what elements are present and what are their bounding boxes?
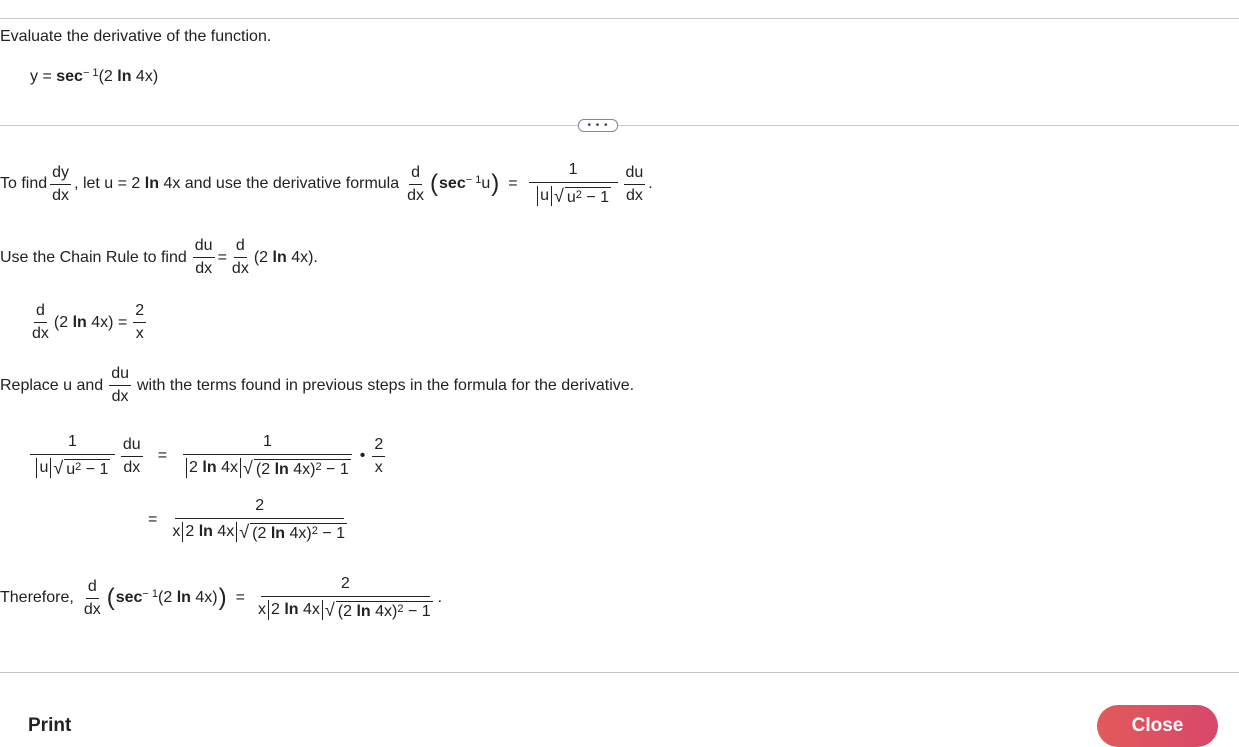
- d-dx-operator: $\frac{d}{dx}$: [407, 163, 425, 204]
- step5-line: 1 u √ $u^2 - 1$ $\frac{du}{dx}$ = 1 2 ln 4x √ (2 ln 4x)$^2$ − 1 • $\frac{2}{x}$: [30, 434, 388, 478]
- step2-line: Use the Chain Rule to find $\frac{du}{dx}$ = $\frac{d}{dx}$ (2 ln 4x).: [0, 237, 318, 277]
- du-dx-fraction: $\frac{du}{dx}$: [625, 163, 644, 204]
- step7-line: Therefore, $\frac{d}{dx}$ ( sec $^{- 1}$ (2 ln 4x) ) = 2 x 2 ln 4x √ (2 ln 4x)$^2$ − 1 .: [0, 575, 443, 620]
- print-button[interactable]: Print: [28, 715, 72, 736]
- section-divider: [0, 125, 1239, 126]
- question-prompt: Evaluate the derivative of the function.: [0, 28, 272, 45]
- function-expression: y = sec $^{- 1}$ (2 ln 4x): [30, 66, 159, 85]
- expand-toggle-button[interactable]: [578, 119, 618, 132]
- step3-line: $\frac{d}{dx}$ (2 ln 4x) = $\frac{2}{x}$: [32, 302, 145, 342]
- close-button[interactable]: Close: [1097, 705, 1218, 747]
- step4-line: Replace u and $\frac{du}{dx}$ with the terms found in previous steps in the formula for the derivative.: [0, 365, 635, 405]
- dy-dx-fraction: $\frac{dy}{dx}$: [52, 163, 70, 204]
- derivative-formula-fraction: 1 u √ $u^2 - 1$: [529, 162, 618, 206]
- footer-divider: [0, 672, 1239, 673]
- step1-line: To find $\frac{dy}{dx}$ , let u = 2 ln 4x and use the derivative formula $\frac{d}{dx}$ ( sec $^{- 1}$ u ) = 1 u √ $u^2 - 1$ $\frac{du}{dx}$ .: [0, 161, 653, 206]
- more-dots-icon: • • •: [587, 119, 609, 131]
- step6-line: = 2 x 2 ln 4x √ (2 ln 4x)$^2$ − 1: [148, 497, 346, 542]
- top-divider: [0, 18, 1239, 19]
